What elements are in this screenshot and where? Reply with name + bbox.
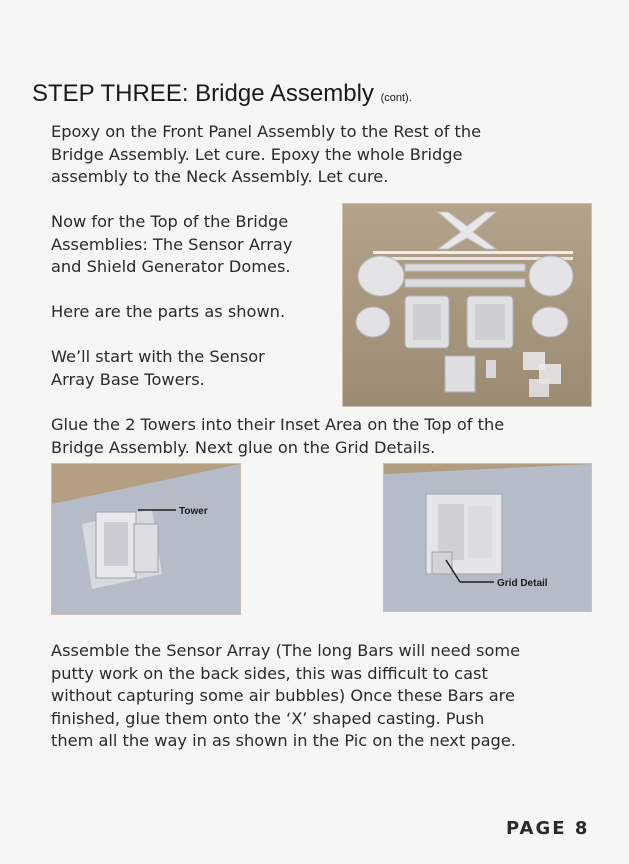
text-line: Assemble the Sensor Array (The long Bars will need some [51, 641, 521, 660]
paragraph-top-of-bridge [51, 211, 292, 279]
grid-detail-photo [383, 463, 592, 612]
text-line: Array Base Towers. [51, 369, 205, 389]
text-line: We’ll start with the Sensor [51, 347, 265, 366]
text-line: them all the way in as shown in the Pic on the next page. [51, 731, 516, 750]
paragraph-glue-towers [51, 414, 504, 459]
paragraph-base-towers [51, 346, 265, 391]
grid-detail-label: Grid Detail [497, 578, 548, 589]
text-line: Assemblies: The Sensor Array [51, 234, 293, 254]
page-number: 8 [574, 818, 590, 839]
tower-photo [51, 463, 241, 615]
grid-detail-photo-image [384, 464, 591, 611]
page-heading [32, 80, 412, 108]
page-word: PAGE [506, 818, 567, 839]
text-line: Bridge Assembly. Let cure. Epoxy the whole Bridge [51, 144, 463, 164]
text-line: assembly to the Neck Assembly. Let cure. [51, 167, 389, 186]
paragraph-epoxy [51, 121, 481, 189]
heading-cont: (cont). [380, 92, 412, 104]
parts-photo-image [343, 204, 591, 406]
paragraph-sensor-array [51, 640, 520, 753]
text-line: putty work on the back sides, this was difficult to cast [51, 663, 488, 683]
parts-photo [342, 203, 592, 407]
text-line: Now for the Top of the Bridge [51, 212, 289, 231]
text-line: Bridge Assembly. Next glue on the Grid Details. [51, 437, 436, 457]
text-line: and Shield Generator Domes. [51, 257, 291, 276]
page-footer [506, 818, 589, 839]
text-line: finished, glue them onto the ‘X’ shaped casting. Push [51, 708, 485, 728]
paragraph-parts-shown [51, 301, 285, 324]
text-line: without capturing some air bubbles) Once these Bars are [51, 686, 515, 705]
text-line: Here are the parts as shown. [51, 302, 286, 321]
heading-title: STEP THREE: Bridge Assembly [32, 80, 374, 107]
text-line: Glue the 2 Towers into their Inset Area on the Top of the [51, 415, 505, 434]
text-line: Epoxy on the Front Panel Assembly to the Rest of the [51, 122, 482, 141]
tower-label: Tower [179, 506, 208, 517]
tower-photo-image [52, 464, 240, 614]
